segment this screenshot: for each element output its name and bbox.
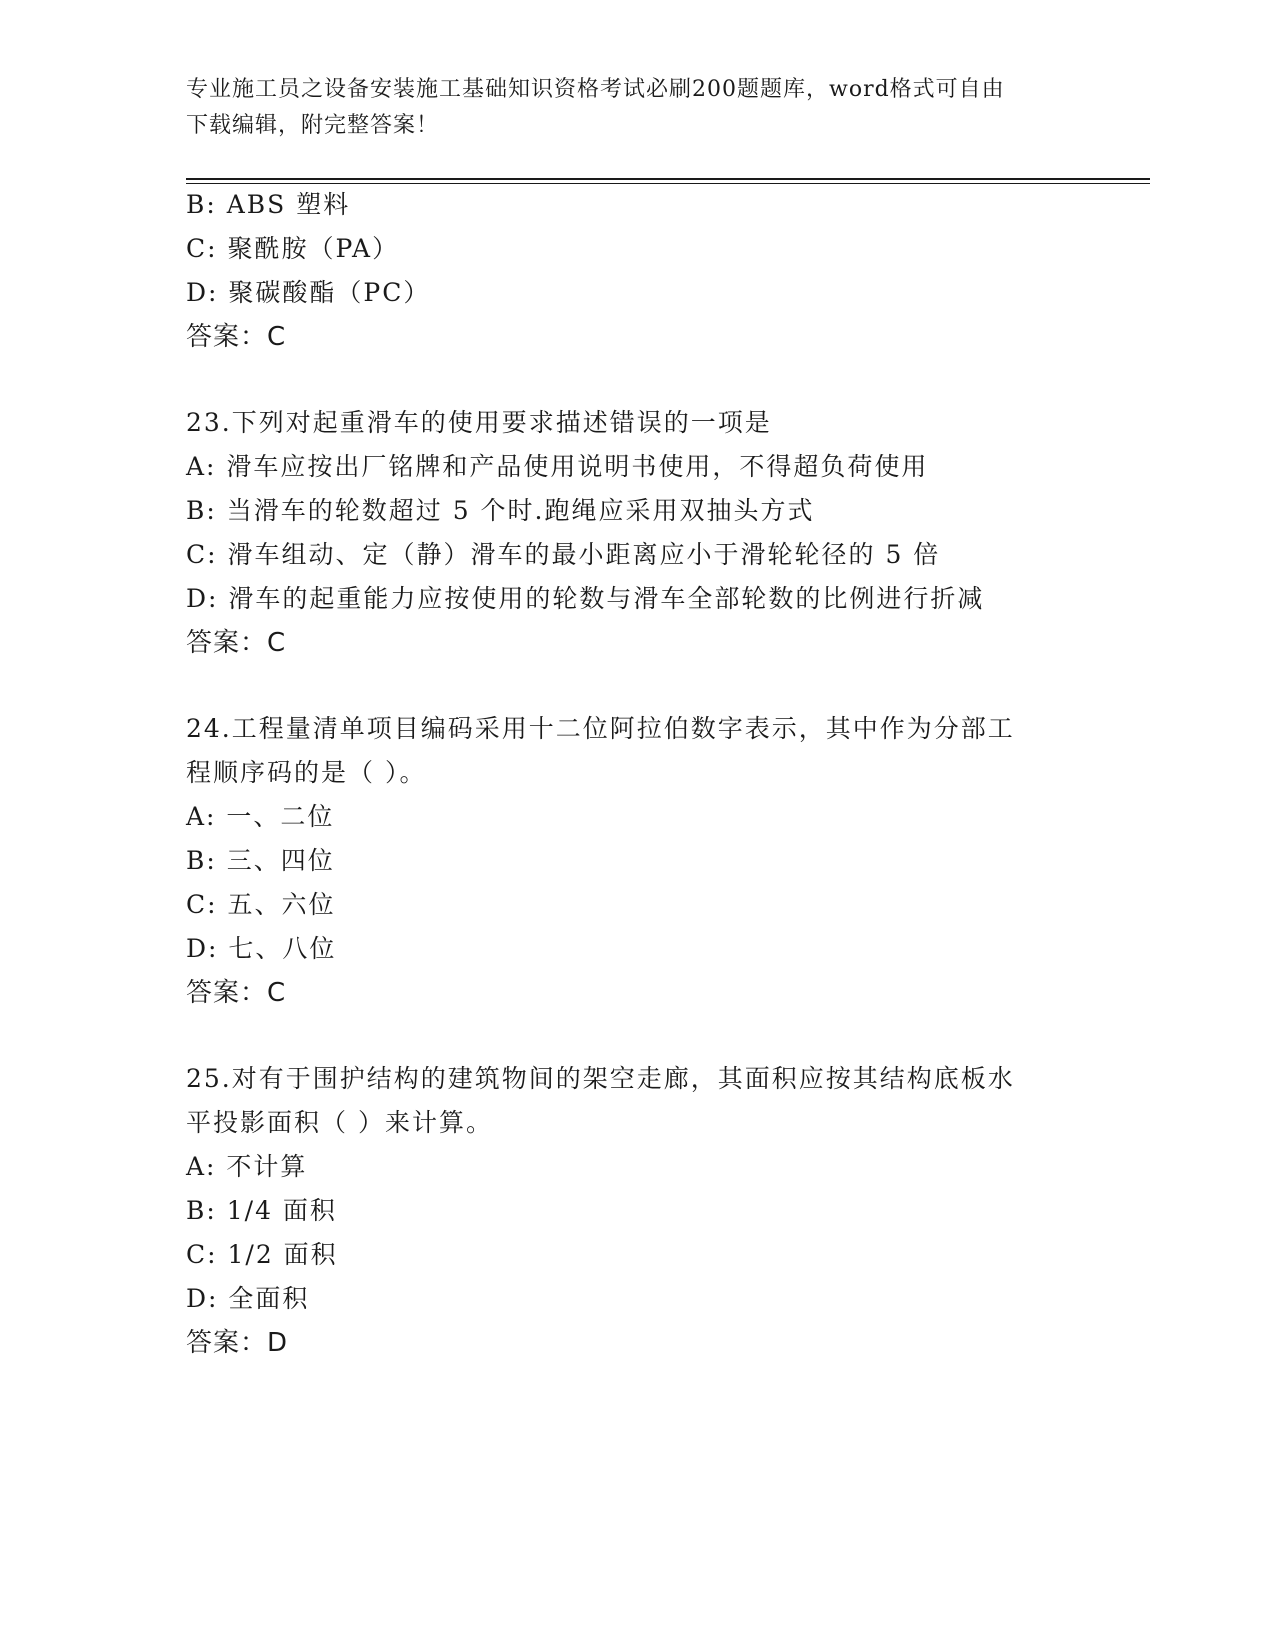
q23-question: 23.下列对起重滑车的使用要求描述错误的一项是 [186,408,772,437]
q23-option-c: C: 滑车组动、定（静）滑车的最小距离应小于滑轮轮径的 5 倍 [186,540,941,569]
q24-option-d: D: 七、八位 [186,934,337,963]
q23-option-a: A: 滑车应按出厂铭牌和产品使用说明书使用，不得超负荷使用 [186,452,929,481]
q24-question-line-2: 程顺序码的是（ ）。 [186,758,427,787]
q24-option-c: C: 五、六位 [186,890,336,919]
q25-option-b: B: 1/4 面积 [186,1196,337,1225]
q22-option-c: C: 聚酰胺（PA） [186,234,400,263]
q25-option-a: A: 不计算 [186,1152,308,1181]
q23-answer: 答案：C [186,628,287,658]
header-line-2: 下载编辑，附完整答案！ [186,113,440,138]
header-divider-thin [186,183,1150,184]
q22-answer: 答案：C [186,322,287,352]
q25-option-c: C: 1/2 面积 [186,1240,338,1269]
q22-option-d: D: 聚碳酸酯（PC） [186,278,431,307]
q25-question-line-1: 25.对有于围护结构的建筑物间的架空走廊，其面积应按其结构底板水 [186,1064,1015,1093]
q23-option-d: D: 滑车的起重能力应按使用的轮数与滑车全部轮数的比例进行折减 [186,584,985,613]
q24-answer: 答案：C [186,978,287,1008]
header-line-1: 专业施工员之设备安装施工基础知识资格考试必刷200题题库，word格式可自由 [186,77,1005,102]
q25-question-line-2: 平投影面积（ ）来计算。 [186,1108,493,1137]
q23-option-b: B: 当滑车的轮数超过 5 个时.跑绳应采用双抽头方式 [186,496,815,525]
q24-option-b: B: 三、四位 [186,846,335,875]
header-divider [186,178,1150,180]
q25-answer: 答案：D [186,1328,289,1358]
q22-option-b: B: ABS 塑料 [186,190,351,219]
document-header [186,72,1066,144]
q24-question-line-1: 24.工程量清单项目编码采用十二位阿拉伯数字表示，其中作为分部工 [186,714,1015,743]
q25-option-d: D: 全面积 [186,1284,310,1313]
q24-option-a: A: 一、二位 [186,802,335,831]
